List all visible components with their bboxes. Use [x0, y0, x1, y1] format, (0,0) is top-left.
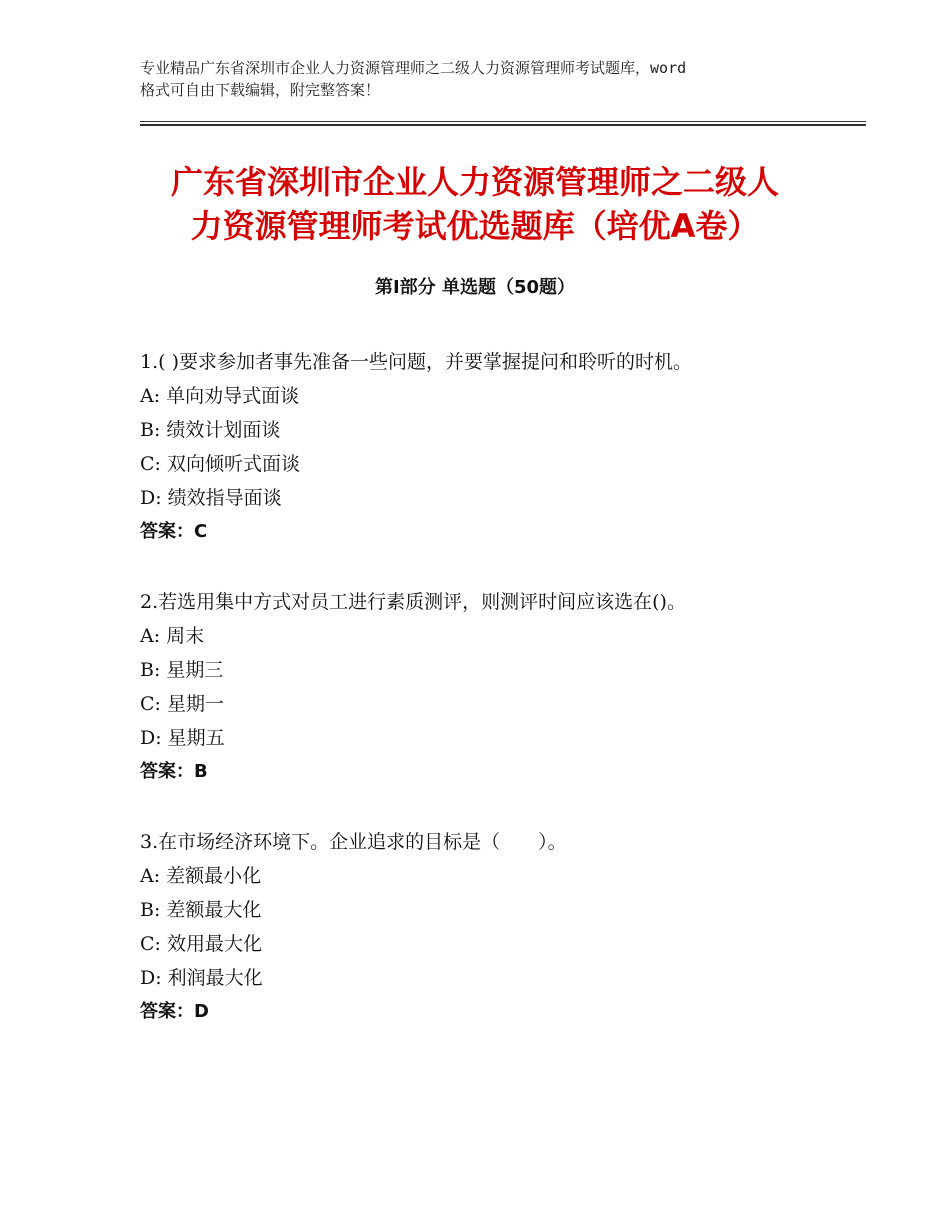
question-list — [140, 345, 860, 1065]
header-note-line-1: 专业精品广东省深圳市企业人力资源管理师之二级人力资源管理师考试题库，word — [140, 59, 687, 77]
option-a: A: 差额最小化 — [140, 865, 262, 887]
option-b: B: 绩效计划面谈 — [140, 419, 281, 441]
header-divider-thin — [140, 121, 866, 122]
question-3 — [140, 825, 860, 1029]
answer: 答案：D — [140, 1001, 209, 1022]
document-title-line-1: 广东省深圳市企业人力资源管理师之二级人 — [170, 163, 779, 201]
option-a: A: 周末 — [140, 625, 205, 647]
option-d: D: 绩效指导面谈 — [140, 487, 282, 509]
question-2 — [140, 585, 860, 789]
document-title-line-2: 力资源管理师考试优选题库（培优A卷） — [190, 207, 760, 245]
answer: 答案：C — [140, 521, 208, 542]
option-a: A: 单向劝导式面谈 — [140, 385, 300, 407]
option-c: C: 星期一 — [140, 693, 224, 715]
header-divider-thick — [140, 124, 866, 126]
section-heading: 第Ⅰ部分 单选题（50题） — [374, 277, 575, 298]
option-b: B: 差额最大化 — [140, 899, 262, 921]
question-stem: 2.若选用集中方式对员工进行素质测评，则测评时间应该选在()。 — [140, 591, 686, 613]
question-stem: 1.( )要求参加者事先准备一些问题，并要掌握提问和聆听的时机。 — [140, 351, 692, 373]
header-note — [140, 57, 830, 101]
question-stem: 3.在市场经济环境下。企业追求的目标是（ ）。 — [140, 831, 567, 853]
option-b: B: 星期三 — [140, 659, 224, 681]
option-c: C: 双向倾听式面谈 — [140, 453, 300, 475]
answer: 答案：B — [140, 761, 208, 782]
option-d: D: 利润最大化 — [140, 967, 263, 989]
document-title — [100, 160, 850, 248]
option-c: C: 效用最大化 — [140, 933, 262, 955]
option-d: D: 星期五 — [140, 727, 225, 749]
header-note-line-2: 格式可自由下载编辑，附完整答案！ — [140, 81, 381, 99]
question-1 — [140, 345, 860, 549]
